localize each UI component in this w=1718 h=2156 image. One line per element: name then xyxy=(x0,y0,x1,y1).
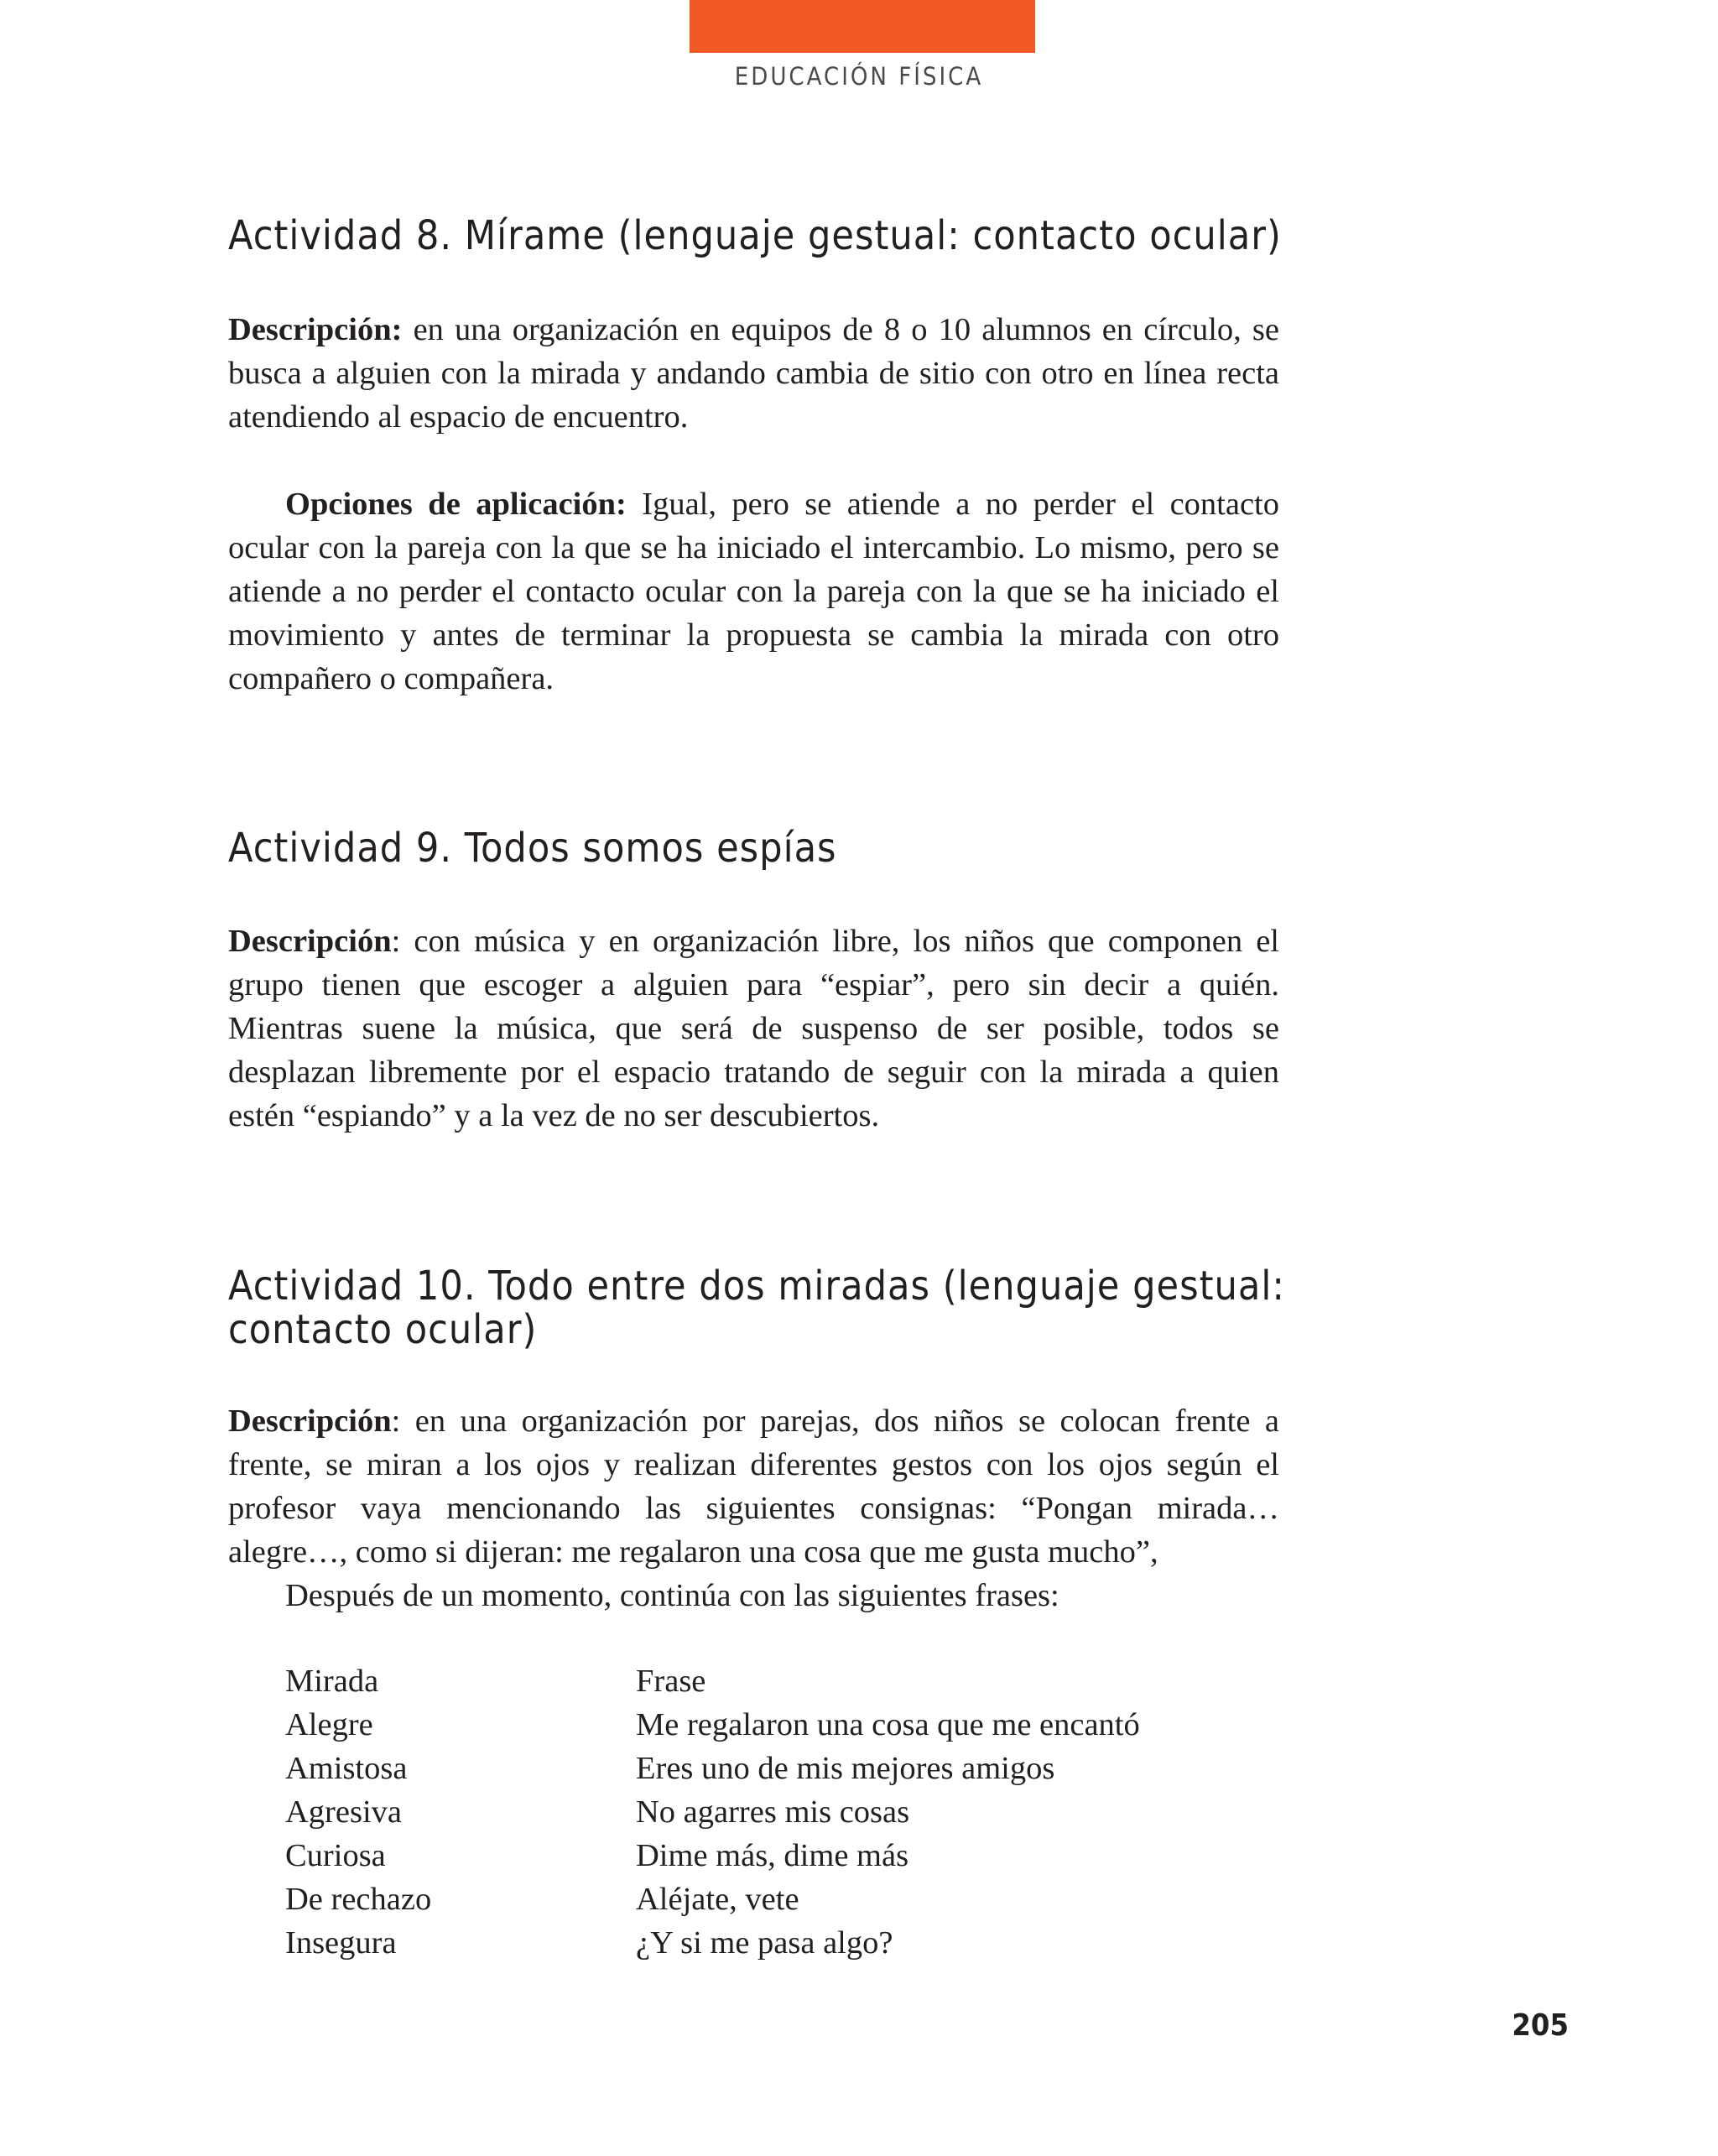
activity-8-options-text: Igual, pero se atiende a no perder el contacto ocular con la pareja con la que se ha iniciado el intercambio. Lo mismo, pero se atiende a no perder el contacto ocular con la pareja con la que se ha iniciado el movimiento y antes de terminar la propuesta se cambia la mirada con otro compañero o compañera. xyxy=(228,487,1279,696)
table-cell-frase: Dime más, dime más xyxy=(636,1838,909,1873)
table-cell-mirada: Agresiva xyxy=(285,1794,402,1830)
activity-9-description-text: : con música y en organización libre, los niños que componen el grupo tienen que escoger a alguien para “espiar”, pero sin decir a quién. Mientras suene la música, que será de suspenso de ser posible, todos se desplazan libremente por el espacio tratando de seguir con la mirada a quien estén “espiando” y a la vez de no ser descubiertos. xyxy=(228,924,1279,1133)
header-accent-bar xyxy=(690,0,1035,53)
page-number: 205 xyxy=(1512,2008,1569,2043)
activity-10-title-line-2: contacto ocular) xyxy=(228,1306,538,1353)
table-row xyxy=(285,1921,1140,1965)
activity-8-description-text: en una organización en equipos de 8 o 10 alumnos en círculo, se busca a alguien con la mirada y andando cambia de sitio con otro en línea recta atendiendo al espacio de encuentro. xyxy=(228,312,1279,435)
table-row xyxy=(285,1703,1140,1747)
activity-9-description-label: Descripción xyxy=(228,924,392,959)
activity-8-description-label: Descripción: xyxy=(228,312,403,347)
table-cell-frase: Aléjate, vete xyxy=(636,1882,799,1917)
activity-8-description xyxy=(228,308,1279,439)
table-cell-frase: Me regalaron una cosa que me encantó xyxy=(636,1707,1140,1742)
table-cell-mirada: Amistosa xyxy=(285,1751,408,1786)
table-cell-mirada: Alegre xyxy=(285,1707,373,1742)
table-cell-mirada: De rechazo xyxy=(285,1882,432,1917)
activity-10-description xyxy=(228,1399,1279,1574)
table-header-frase: Frase xyxy=(636,1664,706,1699)
activity-10-description-text: : en una organización por parejas, dos niños se colocan frente a frente, se miran a los ojos y realizan diferentes gestos con los ojos según el profesor vaya mencionando las siguientes consignas: “Pongan mirada…alegre…, como si dijeran: me regalaron una cosa que me gusta mucho”, xyxy=(228,1403,1279,1570)
activity-8-options-label: Opciones de aplicación: xyxy=(285,487,627,522)
activity-10-followup: Después de un momento, continúa con las siguientes frases: xyxy=(285,1578,1059,1613)
activity-9-title: Actividad 9. Todos somos espías xyxy=(228,825,837,872)
table-row xyxy=(285,1834,1140,1877)
activity-8-options xyxy=(228,482,1279,700)
table-row xyxy=(285,1790,1140,1834)
table-header-mirada: Mirada xyxy=(285,1664,379,1699)
running-head: EDUCACIÓN FÍSICA xyxy=(734,62,984,91)
table-cell-frase: No agarres mis cosas xyxy=(636,1794,910,1830)
activity-10-description-label: Descripción xyxy=(228,1403,392,1439)
table-row xyxy=(285,1747,1140,1790)
table-cell-mirada: Curiosa xyxy=(285,1838,386,1873)
table-cell-frase: Eres uno de mis mejores amigos xyxy=(636,1751,1055,1786)
table-cell-mirada: Insegura xyxy=(285,1925,397,1961)
activity-10-title xyxy=(228,1264,1285,1351)
table-header-row xyxy=(285,1659,1140,1703)
activity-8-title: Actividad 8. Mírame (lenguaje gestual: contacto ocular) xyxy=(228,212,1282,259)
activity-9-description xyxy=(228,919,1279,1138)
table-cell-frase: ¿Y si me pasa algo? xyxy=(636,1925,893,1961)
table-row xyxy=(285,1877,1140,1921)
gaze-phrase-table xyxy=(285,1659,1140,1965)
activity-10-title-line-1: Actividad 10. Todo entre dos miradas (lenguaje gestual: xyxy=(228,1263,1285,1310)
